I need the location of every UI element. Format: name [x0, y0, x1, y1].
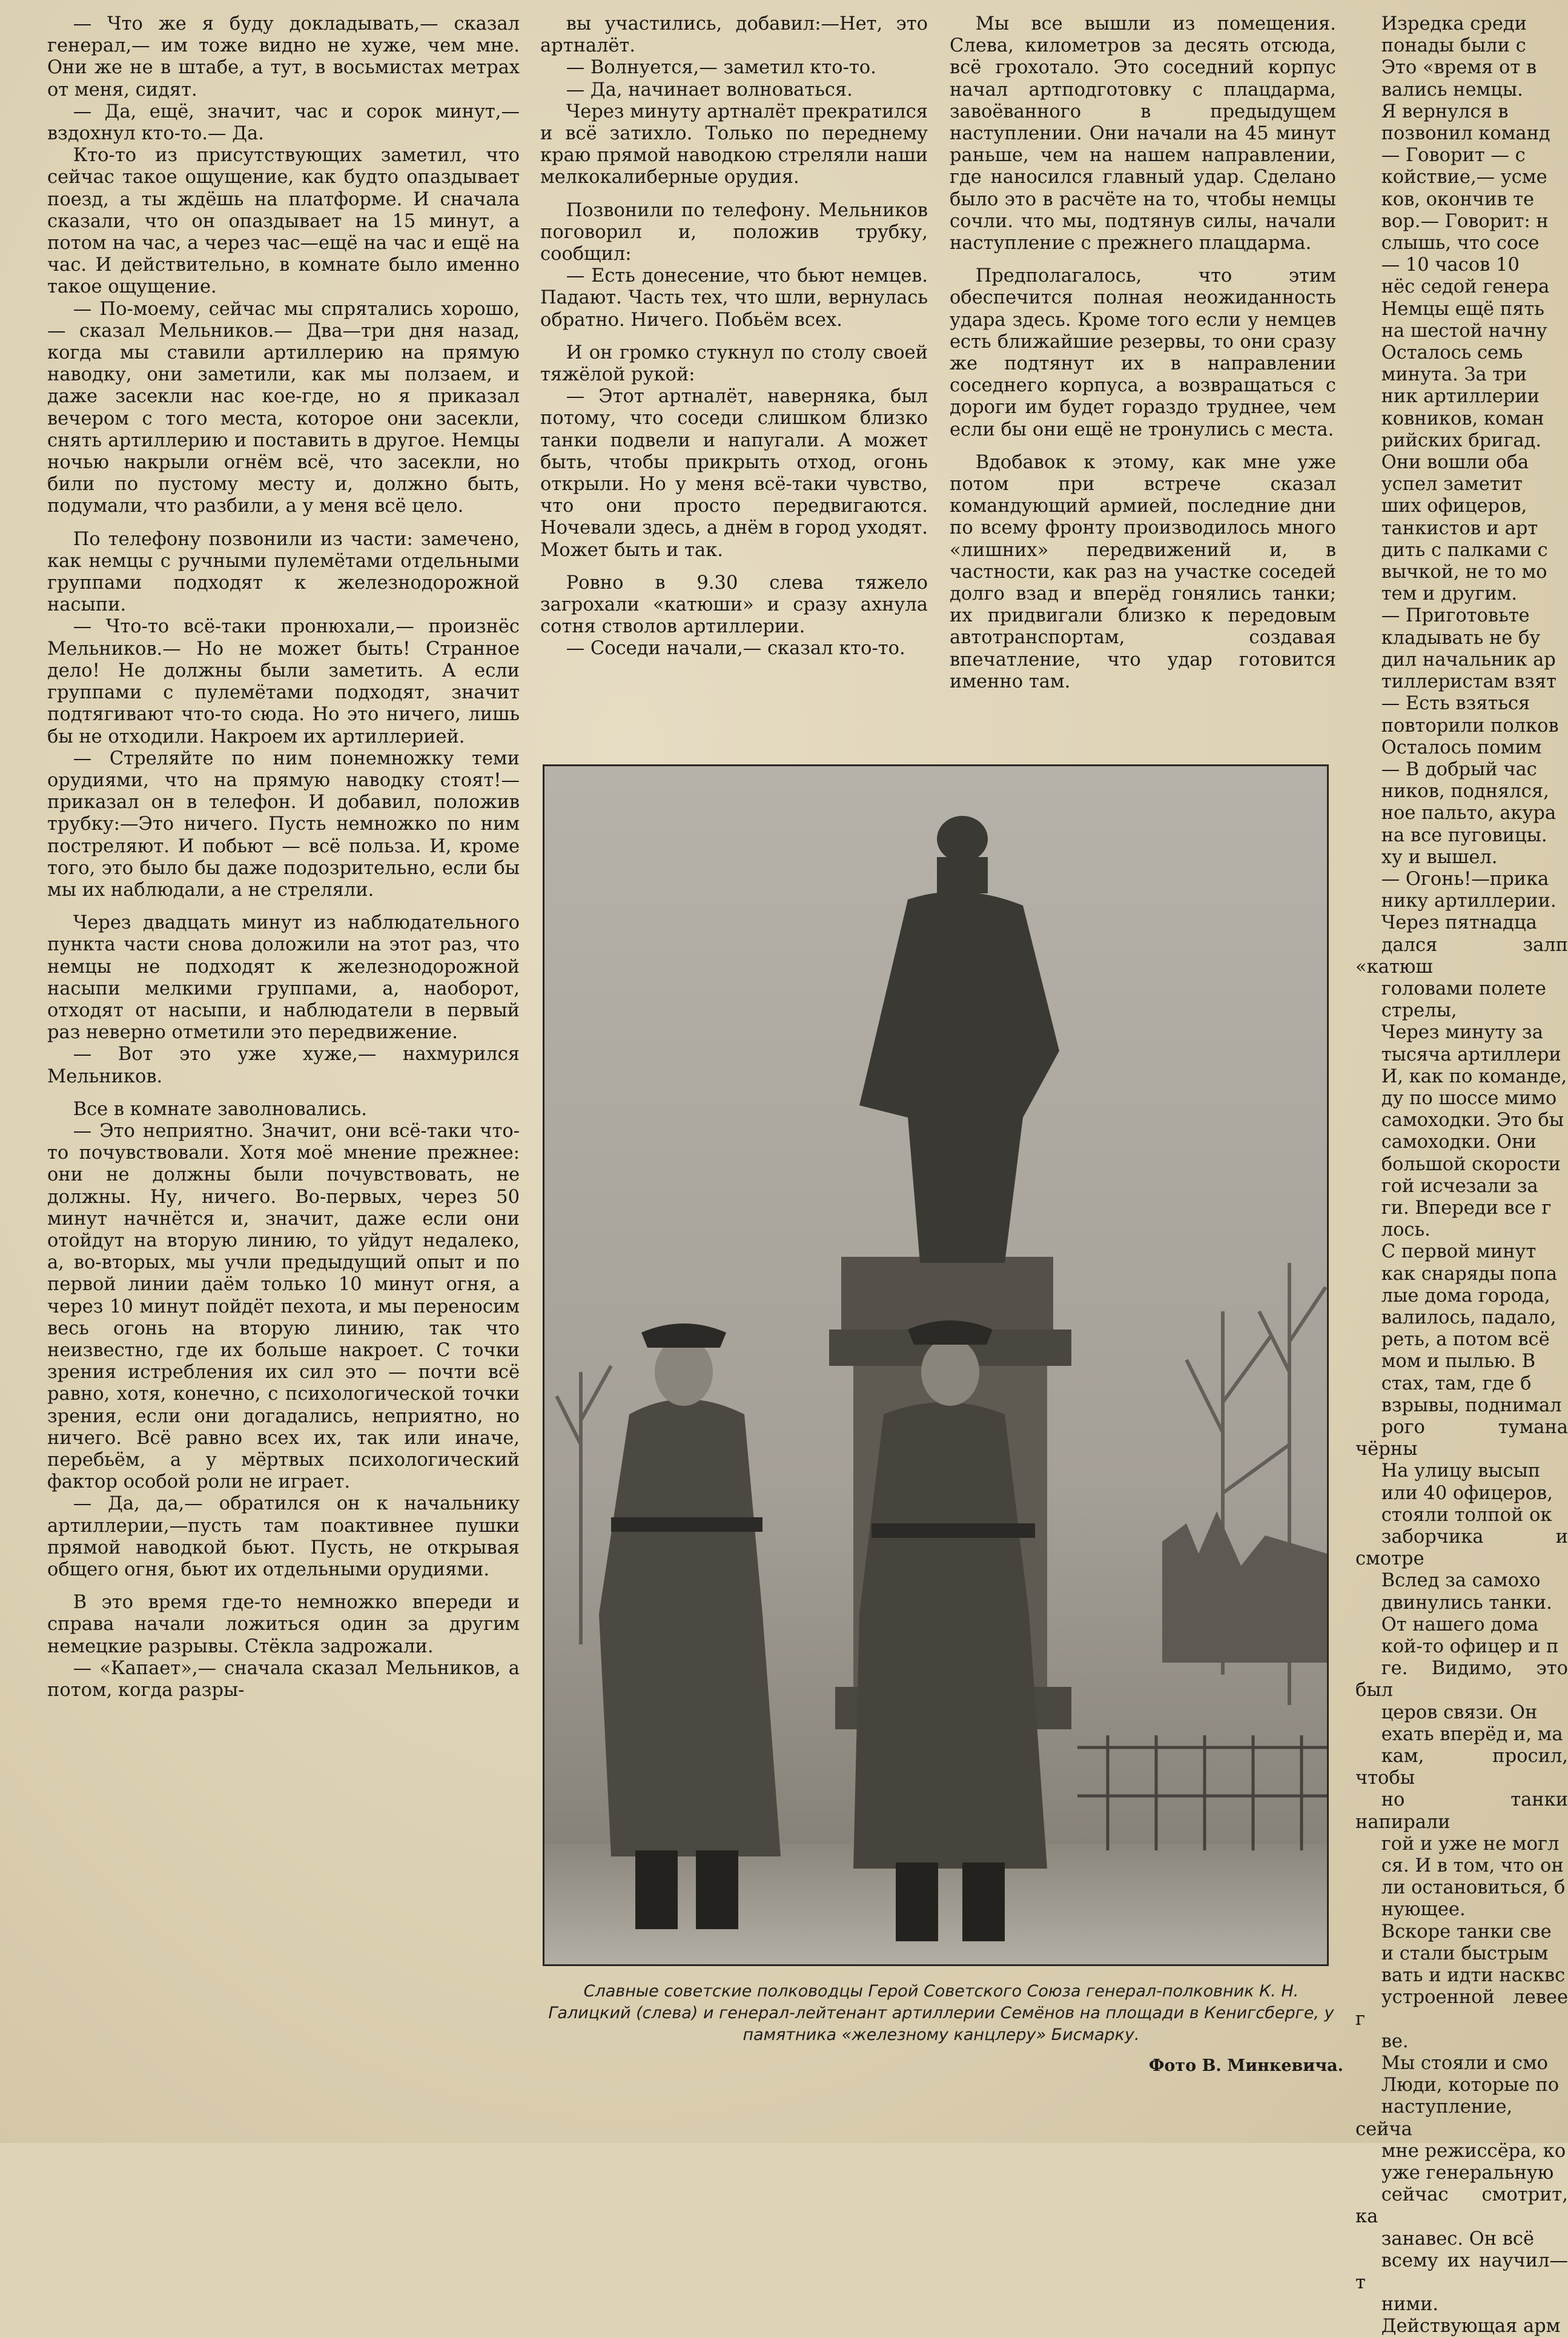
paragraph: — Есть взяться — [1381, 693, 1530, 715]
paragraph: ними. — [1381, 2294, 1439, 2316]
paragraph: самоходки. Они — [1381, 1131, 1537, 1153]
text-column-4-cropped — [1355, 13, 1568, 2337]
paragraph: слышь, что сосе — [1381, 233, 1540, 254]
paragraph: наступление, сейча — [1355, 2096, 1513, 2140]
paragraph: Все в комнате заволновались. — [73, 1098, 367, 1120]
paragraph: или 40 офицеров, — [1381, 1482, 1553, 1504]
paragraph: Мы стояли и смо — [1381, 2052, 1549, 2074]
paragraph: тысяча артиллери — [1381, 1044, 1561, 1065]
photo-credit: Фото В. Минкевича. — [1148, 2056, 1343, 2075]
paragraph: — Приготовьте — [1381, 605, 1530, 627]
paragraph: ги. Впереди все г — [1381, 1197, 1552, 1219]
paragraph: ков, окончив те — [1381, 188, 1535, 210]
paragraph: кой-то офицер и п — [1381, 1636, 1559, 1658]
paragraph: реть, а потом всё — [1381, 1329, 1550, 1351]
paragraph: кладывать не бу — [1381, 627, 1541, 649]
paragraph: Осталось семь — [1381, 342, 1523, 364]
paragraph: успел заметит — [1381, 474, 1523, 495]
paragraph: нёс седой генера — [1381, 276, 1550, 298]
paragraph: — Есть донесение, что бьют немцев. Падают. Часть тех, что шли, вернулась обратно. Ничего. Побьём всех. — [540, 265, 928, 331]
paragraph: — Стреляйте по ним понемножку теми орудиями, что на прямую наводку стоят!—приказал он в телефон. И добавил, положив трубку:—Это ничего. Пусть немножко по ним постреляют. И побьют — всё польза. И, кроме того, это было бы даже подозрительно, если бы мы их наблюдали, а не стреляли. — [47, 747, 520, 901]
paragraph: — Соседи начали,— сказал кто-то. — [566, 638, 905, 660]
paragraph: дался залп «катюш — [1355, 934, 1568, 978]
paragraph: Вдобавок к этому, как мне уже потом при встрече сказал командующий армией, последние дни по всему фронту производилось много «лишних» передвижений и, в частности, как раз на участке соседей долго взад и вперёд гонялись танки; их придвигали близко к передовым автотранспортам, создавая впечатление, что удар готовится именно там. — [950, 451, 1336, 692]
paragraph: головами полете — [1381, 978, 1546, 999]
paragraph: сейчас смотрит, ка — [1355, 2184, 1568, 2228]
paragraph: ся. И в том, что он — [1381, 1855, 1564, 1877]
paragraph: Позвонили по телефону. Мельников поговорил и, положив трубку, сообщил: — [540, 199, 928, 265]
paragraph: самоходки. Это бы — [1381, 1110, 1564, 1131]
paragraph: занавес. Он всё — [1381, 2228, 1535, 2250]
paragraph: — По-моему, сейчас мы спрятались хорошо,— сказал Мельников.— Два—три дня назад, когда мы ставили артиллерию на прямую наводку, они заметили, как мы ползаем, и даже засекли нас кое-где, но я приказал вечером с того места, которое они засекли, снять артиллерию и поставить в другое. Немцы ночью накрыли огнём всё, что засекли, но били по пустому месту и, должно быть, подумали, что разбили, а у меня всё цело. — [47, 298, 520, 517]
paragraph: лось. — [1381, 1219, 1431, 1241]
paragraph: — Волнуется,— заметил кто-то. — [566, 57, 876, 79]
paragraph: ли остановиться, б — [1381, 1877, 1566, 1899]
paragraph: — Да, ещё, значит, час и сорок минут,— вздохнул кто-то.— Да. — [47, 101, 520, 145]
paragraph: лые дома города, — [1381, 1285, 1550, 1306]
paragraph: Через пятнадца — [1381, 912, 1537, 934]
paragraph: ху и вышел. — [1381, 846, 1498, 868]
paragraph: ших офицеров, — [1381, 495, 1527, 517]
paragraph: рийских бригад. — [1381, 429, 1542, 451]
paragraph: рого тумана чёрны — [1355, 1417, 1568, 1460]
paragraph: Немцы ещё пять — [1381, 298, 1544, 320]
paragraph: позвонил команд — [1381, 123, 1550, 145]
photo-caption: Славные советские полководцы Герой Советского Союза генерал-полковник К. Н. Галицкий (слева) и генерал-лейтенант артиллерии Семёнов на площади в Кенигсберге, у памятника «железному канцлеру» Бисмарку. — [548, 1982, 1334, 2044]
paragraph: ге. Видимо, это был — [1355, 1658, 1568, 1701]
paragraph: ехать вперёд и, ма — [1381, 1723, 1563, 1745]
paragraph: мом и пылью. В — [1381, 1351, 1536, 1373]
paragraph: гой исчезали за — [1381, 1175, 1538, 1197]
paragraph: Я вернулся в — [1381, 101, 1509, 122]
paragraph: — В добрый час — [1381, 758, 1537, 780]
text-column-1 — [47, 13, 520, 2115]
text-column-2 — [540, 13, 928, 728]
paragraph: ве. — [1381, 2030, 1409, 2052]
paragraph: ников, поднялся, — [1381, 781, 1549, 803]
paragraph: Ровно в 9.30 слева тяжело загрохали «катюши» и сразу ахнула сотня стволов артиллерии. — [540, 572, 928, 638]
paragraph: танкистов и арт — [1381, 517, 1538, 539]
paragraph: валилось, падало, — [1381, 1306, 1556, 1328]
paragraph: и стали быстрым — [1381, 1942, 1549, 1964]
paragraph: тем и другим. — [1381, 583, 1518, 605]
paragraph: По телефону позвонили из части: замечено, как немцы с ручными пулемётами отдельными группами подходят к железнодорожной насыпи. — [47, 528, 520, 616]
paragraph: В это время где-то немножко впереди и справа начали ложиться один за другим немецкие разрывы. Стёкла задрожали. — [47, 1592, 520, 1657]
paragraph: вычкой, не то мо — [1381, 561, 1547, 583]
paragraph: гой и уже не могл — [1381, 1833, 1560, 1855]
paragraph: — Что же я буду докладывать,— сказал генерал,— им тоже видно не хуже, чем мне. Они же не в штабе, а тут, в восьмистах метрах от меня, сидят. — [47, 13, 520, 101]
paragraph: тиллеристам взят — [1381, 671, 1557, 693]
paragraph: От нашего дома — [1381, 1614, 1539, 1635]
paragraph: на все пуговицы. — [1381, 824, 1547, 846]
paragraph: устроенной левее г — [1355, 1987, 1568, 2030]
paragraph: стах, там, где б — [1381, 1373, 1532, 1394]
paragraph: койствие,— усме — [1381, 167, 1547, 188]
paragraph: дил начальник ар — [1381, 649, 1556, 671]
paragraph: мне режиссёра, ко — [1381, 2140, 1566, 2162]
paragraph: Через двадцать минут из наблюдательного пункта части снова доложили на этот раз, что немцы не подходят к железнодорожной насыпи мелкими группами, а, наоборот, отходят от насыпи, и наблюдатели в первый раз неверно отметили это передвижение. — [47, 912, 520, 1044]
paragraph: вы участились, добавил:—Нет, это артналёт. — [540, 13, 928, 57]
paragraph: — Огонь!—прика — [1381, 868, 1549, 890]
paragraph: ковников, коман — [1381, 408, 1544, 429]
paragraph: ное пальто, акура — [1381, 803, 1556, 824]
paragraph: — 10 часов 10 — [1381, 254, 1520, 276]
paragraph: как снаряды попа — [1381, 1263, 1558, 1285]
paragraph: кам, просил, чтобы — [1355, 1746, 1568, 1789]
paragraph: Осталось помим — [1381, 737, 1542, 758]
paragraph: церов связи. Он — [1381, 1701, 1538, 1723]
paragraph: повторили полков — [1381, 715, 1559, 737]
paragraph: вор.— Говорит: н — [1381, 210, 1549, 232]
paragraph: Через минуту артналёт прекратился и всё затихло. Только по переднему краю прямой наводкою стреляли наши мелкокалиберные орудия. — [540, 101, 928, 188]
paragraph: Они вошли оба — [1381, 452, 1529, 474]
paragraph: Действующая арм — [1381, 2316, 1561, 2337]
paragraph: Предполагалось, что этим обеспечится полная неожиданность удара здесь. Кроме того если у немцев есть ближайшие резервы, то они сразу же подтянут их в направлении соседнего корпуса, а возвращаться с дороги им будет гораздо труднее, чем если бы они ещё не тронулись с места. — [950, 265, 1336, 440]
paragraph: И, как по команде, — [1381, 1065, 1567, 1087]
paragraph: минута. За три — [1381, 364, 1527, 386]
paragraph: но танки напирали — [1355, 1789, 1568, 1833]
paragraph: вались немцы. — [1381, 79, 1523, 101]
paragraph: Люди, которые по — [1381, 2075, 1560, 2096]
paragraph: Изредка среди — [1381, 13, 1527, 35]
paragraph: — Что-то всё-таки пронюхали,— произнёс Мельников.— Но не может быть! Странное дело! Не должны были заметить. А если группами с пулемётами подходят, значит подтягивают что-то сюда. Но это ничего, лишь бы не отходили. Накроем их артиллерией. — [47, 616, 520, 747]
paragraph: — Да, да,— обратился он к начальнику артиллерии,—пусть там поактивнее пушки прямой наводкой бьют. Пусть, не открывая общего огня, бьют их отдельными орудиями. — [47, 1493, 520, 1581]
paragraph: большой скорости — [1381, 1153, 1561, 1175]
paragraph: Кто-то из присутствующих заметил, что сейчас такое ощущение, как будто опаздывает поезд, а ты ждёшь на платформе. И сначала сказали, что он опаздывает на 15 минут, а потом на час, а через час—ещё на час и ещё на час. И действительно, в комнате было именно такое ощущение. — [47, 145, 520, 298]
paragraph: Через минуту за — [1381, 1022, 1543, 1044]
paragraph: Мы все вышли из помещения. Слева, километров за десять отсюда, всё грохотало. Это соседний корпус начал артподготовку с плацдарма, завоёванного в предыдущем наступлении. Они начали на 45 минут раньше, чем на нашем направлении, где наносился главный удар. Сделано было это в расчёте на то, чтобы немцы сочли. что мы, подтянув силы, начали наступление с прежнего плацдарма. — [950, 13, 1336, 254]
paragraph: заборчика и смотре — [1355, 1526, 1568, 1570]
paragraph: Вскоре танки све — [1381, 1921, 1552, 1942]
paragraph: — Да, начинает волноваться. — [566, 79, 853, 101]
paragraph: нику артиллерии. — [1381, 890, 1556, 912]
paragraph: уже генеральную — [1381, 2162, 1554, 2184]
paragraph: на шестой начну — [1381, 320, 1547, 342]
paragraph: Это «время от в — [1381, 57, 1537, 79]
paragraph: взрывы, поднимал — [1381, 1394, 1562, 1416]
paragraph: вать и идти насквс — [1381, 1965, 1566, 1987]
paragraph: И он громко стукнул по столу своей тяжёлой рукой: — [540, 342, 928, 386]
paragraph: — Этот артналёт, наверняка, был потому, что соседи слишком близко танки подвели и напугали. А может быть, чтобы прикрыть отход, огонь открыли. Но у меня всё-таки чувство, что они просто передвигаются. Ночевали здесь, а днём в город уходят. Может быть и так. — [540, 386, 928, 561]
text-column-3 — [950, 13, 1336, 728]
paragraph: нующее. — [1381, 1899, 1466, 1921]
paragraph: — Вот это уже хуже,— нахмурился Мельников. — [47, 1044, 520, 1087]
paragraph: понады были с — [1381, 35, 1526, 57]
photo-monument-generals — [543, 764, 1329, 1966]
paragraph: — Говорит — с — [1381, 145, 1526, 167]
paragraph: стояли толпой ок — [1381, 1504, 1552, 1526]
paragraph: всему их научил—т — [1355, 2250, 1568, 2293]
paragraph: — Это неприятно. Значит, они всё-таки что-то почувствовали. Хотя моё мнение прежнее: они не должны были почувствовать, не должны. Ну, ничего. Во-первых, через 50 минут начнётся и, значит, даже если они отойдут на вторую линию, то уйдут недалеко, а, во-вторых, мы учли предыдущий опыт и по первой линии даём только 10 минут огня, а через 10 минут пойдёт пехота, и мы переносим весь огонь на вторую линию, так что неизвестно, где их больше накроет. С точки зрения истребления их сил это — почти всё равно, хотя, конечно, с психологической точки зрения, если они догадались, неприятно, но ничего. Всё равно всех их, так или иначе, перебьём, а у мёртвых психологический фактор особой роли не играет. — [47, 1120, 520, 1493]
paragraph: Вслед за самохо — [1381, 1570, 1541, 1592]
paragraph: дить с палками с — [1381, 539, 1548, 561]
paragraph: ник артиллерии — [1381, 386, 1540, 408]
paragraph: стрелы, — [1381, 1000, 1457, 1022]
paragraph: На улицу высып — [1381, 1460, 1541, 1482]
paragraph: ду по шоссе мимо — [1381, 1087, 1557, 1109]
paragraph: С первой минут — [1381, 1241, 1537, 1263]
paragraph: двинулись танки. — [1381, 1592, 1552, 1614]
paragraph: — «Капает»,— сначала сказал Мельников, а потом, когда разры- — [47, 1657, 520, 1701]
